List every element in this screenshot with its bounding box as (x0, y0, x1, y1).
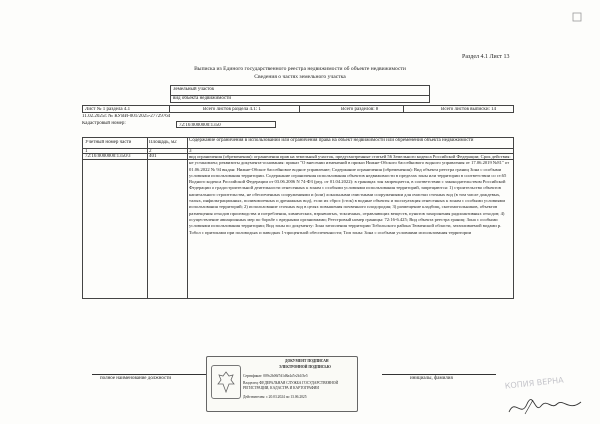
cadastral-box (176, 121, 276, 128)
signature-line-right (382, 374, 496, 375)
col3-header: Содержание ограничения в использовании или ограничения права на объект недвижимости или обременения объекта недвижимости (189, 138, 474, 143)
total-sections: Всего разделов: 8 (341, 107, 379, 112)
signature-label-left: полное наименование должности (100, 376, 172, 381)
stamp-heading2: ЭЛЕКТРОННОЙ ПОДПИСЬЮ (279, 365, 331, 369)
corner-mark-icon (572, 12, 582, 22)
sheet-info-row (82, 105, 514, 113)
stamp-line4: Действителен: с 20.03.2024 по 13.06.2025 (243, 395, 307, 399)
row-content: вид ограничения (обременения): ограничения прав на земельный участок, предусмотренные статьей 56 Земельного кодекса Российской Федерации; Срок действия: не установлен; реквизиты документа-основания: приказ "О внесении изменений в приказ Нижне-Обского бассейнового водного управления от 17.06.2019 №81" от 01.06.2022 № 94 выдан: Нижне-Обское бассейновое водное управление; Содержание ограничения (обременения): Вид объекта реестра границ Зона с особыми условиями использования территории. Содержание ограничения использования объектов недвижимости в пределах зоны или территории в соответствии со ст.65 Водного кодекса Российской Федерации от 03.06.2006 N 74-ФЗ (ред. от 01.04.2022): в границах зон запрещается, в соответствии с законодательством Российской Федерации о градостроительной деятельности отнесенных к зонам с особыми условиями использования территорий, запрещаются: 1) строительство объектов капитального строительства, не обеспеченных сооружениями и (или) локальными очистными сооружениями для очистки сточных вод (в том числе дождевых, талых, инфильтрационных, поливомоечных и дренажных вод), если их сброс (сток) в водные объекты и эксплуатация отнесенных к зонам с особыми условиями использования территорий; 2) использование сточных вод в целях повышения почвенного плодородия; 3) размещение кладбищ, скотомогильников, объектов размещения отходов производства и потребления, химических, взрывчатых, токсичных, отравляющих веществ, пунктов захоронения радиоактивных отходов; 4) осуществление авиационных мер по борьбе с вредными организмами; Реестровый номер границы: 72:16-6.425; Вид объекта реестра границ: Зона с особыми условиями использования территории; Вид зоны по документу: Зона затопления территории Тобольского района Тюменской области, затапливаемой водами р. Тобол с притоками при половодьях и паводках 1-процентной обеспеченности; Тип зоны: Зона с особыми условиями использования территории (189, 154, 511, 235)
sheet-number: Лист № 1 раздела 4.1 (85, 107, 131, 112)
row-part-number: 72:16:0000000:1350/3 (85, 154, 131, 159)
stamp-line3: РЕГИСТРАЦИИ, КАДАСТРА И КАРТОГРАФИИ (243, 386, 319, 390)
stamp-heading: ДОКУМЕНТ ПОДПИСАН (285, 359, 329, 363)
document-title: Выписка из Единого государственного реестра недвижимости об объекте недвижимости (194, 66, 406, 72)
cadastral-value: 72:16:0000000:1350 (179, 122, 221, 128)
object-type: Земельный участок (173, 87, 215, 92)
row-area: 401 (149, 154, 157, 159)
total-sheets-section: Всего листов раздела 4.1: 1 (203, 107, 261, 112)
stamp-line1: Сертификат: 009c2b06f7d1d8a4a7e2b1f3e5 (243, 374, 308, 378)
col-num-1: 1 (85, 148, 88, 154)
document-subtitle: Сведения о частях земельного участка (254, 74, 346, 80)
cadastral-label: Кадастровый номер: (82, 121, 126, 126)
stamp-line2: Владелец: ФЕДЕРАЛЬНАЯ СЛУЖБА ГОСУДАРСТВЕННОЙ (243, 381, 339, 385)
signature-line-left (92, 374, 206, 375)
col2-header: Площадь, м2 (149, 140, 177, 145)
col-num-3: 3 (189, 148, 192, 154)
date-number: 11.02.2025г. № КУВИ-001/2025-27729764 (82, 114, 171, 119)
col-num-2: 2 (149, 148, 152, 154)
parts-table (82, 137, 514, 299)
handwritten-signature-icon (505, 392, 585, 420)
copy-stamp: КОПИЯ ВЕРНА (504, 375, 564, 391)
sheet-label: Раздел 4.1 Лист 13 (462, 54, 510, 60)
object-type-box (170, 85, 430, 103)
electronic-signature-stamp (206, 356, 358, 412)
object-type-caption: вид объекта недвижимости (173, 96, 232, 101)
emblem-icon (211, 365, 241, 399)
signature-label-right: инициалы, фамилия (410, 376, 453, 381)
total-sheets: Всего листов выписки: 14 (441, 107, 497, 112)
col1-header: Учетный номер части (85, 140, 132, 145)
